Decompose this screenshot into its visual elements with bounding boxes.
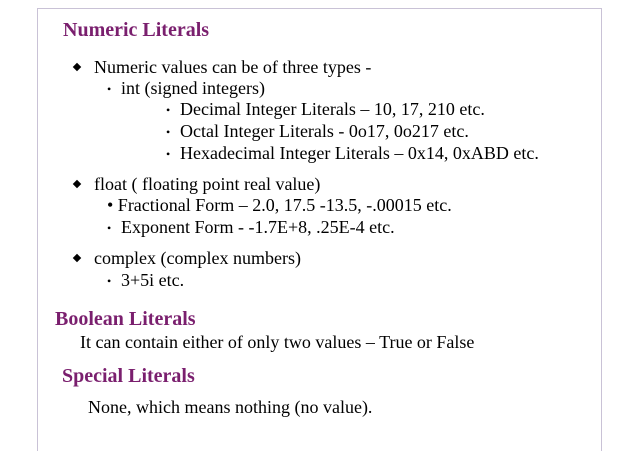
dot-bullet-icon: • <box>107 82 112 96</box>
boolean-text: It can contain either of only two values – True or False <box>80 332 475 352</box>
special-text: None, which means nothing (no value). <box>88 397 373 417</box>
dot-bullet-icon: • <box>107 274 112 288</box>
slide-frame-left <box>37 8 38 451</box>
int-item-decimal: Decimal Integer Literals – 10, 17, 210 etc. <box>180 99 485 119</box>
slide-frame-top <box>37 8 602 9</box>
complex-label: complex (complex numbers) <box>94 248 301 268</box>
dot-bullet-icon: • <box>166 147 171 161</box>
special-literals-heading: Special Literals <box>62 365 195 387</box>
diamond-bullet-icon <box>73 180 81 188</box>
float-label: float ( floating point real value) <box>94 174 321 194</box>
diamond-bullet-icon <box>73 254 81 262</box>
dot-bullet-icon: • <box>166 103 171 117</box>
int-item-octal: Octal Integer Literals - 0o17, 0o217 etc. <box>180 121 469 141</box>
boolean-literals-heading: Boolean Literals <box>55 308 196 330</box>
float-item-exponent: Exponent Form - -1.7E+8, .25E-4 etc. <box>121 217 395 237</box>
numeric-intro: Numeric values can be of three types - <box>94 57 372 77</box>
slide-frame-right <box>601 8 602 451</box>
int-item-hex: Hexadecimal Integer Literals – 0x14, 0xABD etc. <box>180 143 539 163</box>
float-item-fractional: • Fractional Form – 2.0, 17.5 -13.5, -.00015 etc. <box>107 195 452 215</box>
int-label: int (signed integers) <box>121 78 265 98</box>
complex-item: 3+5i etc. <box>121 270 185 290</box>
dot-bullet-icon: • <box>166 125 171 139</box>
diamond-bullet-icon <box>73 63 81 71</box>
dot-bullet-icon: • <box>107 221 112 235</box>
numeric-literals-heading: Numeric Literals <box>63 19 210 41</box>
